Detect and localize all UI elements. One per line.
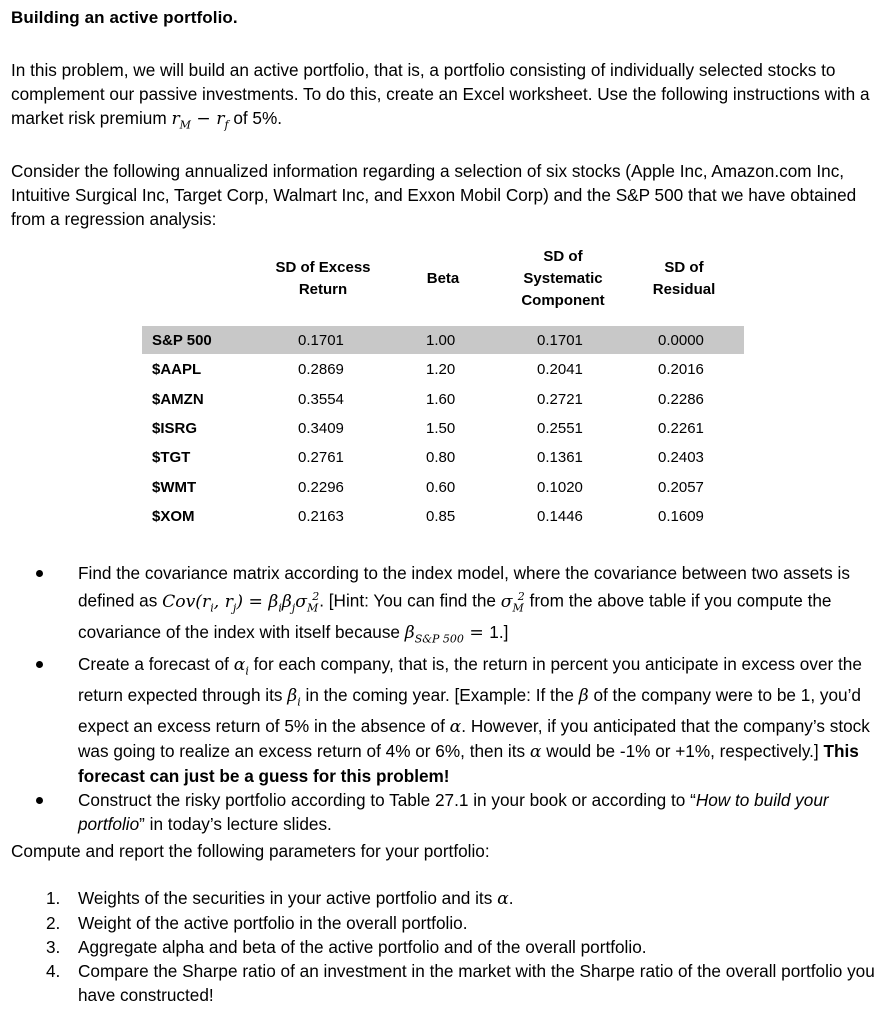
bullet-alpha-forecast: Create a forecast of $\alpha_i$ for each company, that is, the return in percent you anticipate in excess over the return expected through its $\beta_i$ in the coming year. [Example: If the β of the company were to be 1, you’d expect an excess return of 5% in the absence of α. However, if you anticipated that the company’s stock was going to realize an excess return of 4% or 6%, then its α would be -1% or +1%, respectively.] This forecast can just be a guess for this problem! [36, 652, 881, 789]
sd-residual-cell: 0.1609 [658, 507, 704, 525]
table-row [142, 355, 744, 384]
market-risk-premium-formula: $r_M - r_f$ [171, 109, 229, 132]
task-list [36, 886, 881, 1007]
table-row [142, 443, 744, 472]
beta-cell: 1.50 [426, 419, 456, 437]
beta-cell: 0.60 [426, 478, 456, 496]
bullet-dot [36, 797, 43, 804]
header-beta: Beta [426, 270, 460, 287]
task-item: 4. Compare the Sharpe ratio of an investment in the market with the Sharpe ratio of the overall portfolio you have constructed! [46, 961, 875, 1005]
table-row [142, 414, 744, 443]
beta-cell: 1.20 [426, 361, 456, 379]
compute-intro: Compute and report the following parameters for your portfolio: [11, 841, 490, 861]
sd-excess-cell: 0.2869 [298, 361, 344, 379]
beta-cell: 0.85 [426, 507, 456, 525]
table-row [142, 502, 744, 531]
sd-excess-cell: 0.2163 [298, 507, 344, 525]
ticker-cell: $ISRG [152, 419, 198, 437]
intro-text: In this problem, we will build an active portfolio, that is, a portfolio consisting of individually selected stocks to complement our passive investments. To do this, create an Excel worksheet. Use the following instructions with a market risk premium [11, 60, 870, 128]
sd-excess-cell: 0.2761 [298, 449, 344, 467]
sd-systematic-cell: 0.2041 [537, 361, 583, 379]
bullet-list [36, 561, 881, 836]
sd-excess-cell: 0.3554 [298, 390, 344, 408]
beta-cell: 0.80 [426, 449, 456, 467]
sd-excess-cell: 0.3409 [298, 419, 344, 437]
task-item: 2. Weight of the active portfolio in the overall portfolio. [46, 913, 468, 933]
sd-systematic-cell: 0.2721 [537, 390, 583, 408]
bullet-dot [36, 661, 43, 668]
sd-residual-cell: 0.2261 [658, 419, 704, 437]
header-sd-residual: SD of Residual [652, 259, 716, 298]
header-sd-excess: SD of Excess Return [275, 259, 371, 298]
intro-paragraph [11, 58, 881, 137]
table-row [142, 473, 744, 502]
covariance-formula: $Cov(r_i$, $r_j) = \beta_i\beta_j\sigma_M^2$ [162, 590, 320, 615]
ticker-cell: $TGT [152, 449, 191, 467]
ticker-cell: S&P 500 [152, 332, 212, 349]
index-beta-formula: $\beta_{S\&P 500}$ = [404, 623, 484, 646]
sd-systematic-cell: 0.2551 [537, 419, 583, 437]
sd-residual-cell: 0.2016 [658, 361, 704, 379]
ticker-cell: $XOM [152, 507, 195, 525]
ticker-cell: $AMZN [152, 390, 204, 408]
intro-text-end: of 5%. [228, 108, 283, 128]
sd-residual-cell: 0.0000 [658, 332, 704, 349]
ticker-cell: $AAPL [152, 361, 202, 379]
bullet-dot [36, 570, 43, 577]
header-sd-systematic: SD of Systematic Component [521, 248, 605, 309]
table-row [142, 326, 744, 355]
task-item: 3. Aggregate alpha and beta of the active portfolio and of the overall portfolio. [46, 937, 647, 957]
bullet-covariance: Find the covariance matrix according to the index model, where the covariance between two assets is defined as $Cov(r_i$, $r_j) = \beta_i\beta_j\sigma_M^2$. [Hint: You can find the $\sigma_M^2$ from the above table if you compute the covariance of the index with itself because $\beta_{S\&P 500} = 1$.] [36, 561, 881, 652]
market-variance-symbol: $\sigma_M^2$ [500, 590, 525, 615]
page-title: Building an active portfolio. [11, 8, 238, 27]
task-item: 1. Weights of the securities in your active portfolio and its α. [46, 888, 514, 909]
ticker-cell: $WMT [152, 478, 197, 496]
sd-systematic-cell: 0.1701 [537, 332, 583, 349]
sd-systematic-cell: 0.1361 [537, 449, 583, 467]
slide-title: How to build your portfolio [78, 790, 829, 835]
table-row [142, 385, 744, 414]
context-paragraph: Consider the following annualized information regarding a selection of six stocks (Apple Inc, Amazon.com Inc, Intuitive Surgical Inc, Target Corp, Walmart Inc, and Exxon Mobil Corp) and the S&P 500 that we have obtained from a regression analysis: [11, 161, 857, 229]
sd-excess-cell: 0.2296 [298, 478, 344, 496]
beta-cell: 1.00 [426, 332, 456, 349]
beta-cell: 1.60 [426, 390, 456, 408]
sd-systematic-cell: 0.1446 [537, 507, 583, 525]
sd-residual-cell: 0.2286 [658, 390, 704, 408]
guess-note: This forecast can just be a guess for this problem! [78, 741, 859, 787]
bullet-construct-portfolio: Construct the risky portfolio according to Table 27.1 in your book or according to “How to build your portfolio” in today’s lecture slides. [36, 788, 881, 836]
sd-excess-cell: 0.1701 [298, 332, 344, 349]
sd-residual-cell: 0.2057 [658, 478, 704, 496]
sd-systematic-cell: 0.1020 [537, 478, 583, 496]
sd-residual-cell: 0.2403 [658, 449, 704, 467]
